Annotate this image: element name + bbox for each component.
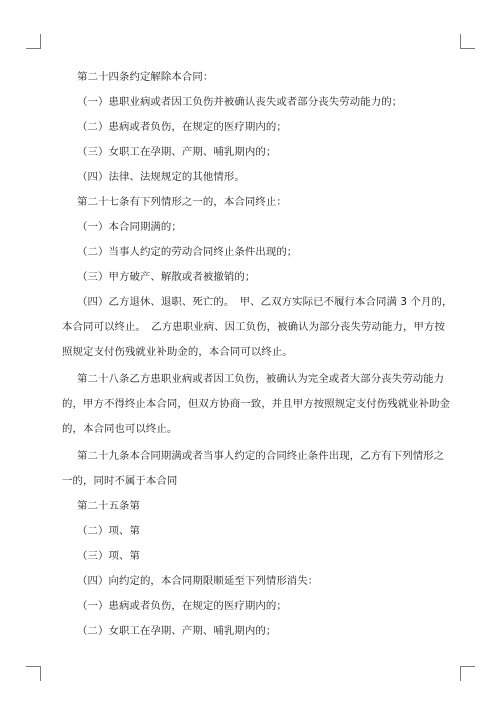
clause-25-reference: 第二十五条第 xyxy=(77,500,140,512)
clause-27-item-1: （一）本合同期满的； xyxy=(77,221,182,233)
clause-24-item-2: （二）患病或者负伤，在规定的医疗期内的； xyxy=(77,121,287,133)
clause-29-line-2: 一的，同时不属于本合同 xyxy=(62,475,178,487)
clause-25-item-2-ref: （二）项、第 xyxy=(77,525,140,537)
clause-27-item-4-line-3: 照规定支付伤残就业补助金的，本合同可以终止。 xyxy=(62,346,293,358)
clause-27-item-4-line-1: （四）乙方退休、退职、死亡的。 甲、乙双方实际已不履行本合同满 3 个月的， xyxy=(77,296,453,308)
clause-28-line-3: 的，本合同也可以终止。 xyxy=(62,423,178,435)
clause-27-item-2: （二）当事人约定的劳动合同终止条件出现的； xyxy=(77,246,298,258)
clause-27-item-3: （三）甲方破产、解散或者被撤销的； xyxy=(77,271,256,283)
clause-27-item-4-line-2: 本合同可以终止。 乙方患职业病、因工负伤，被确认为部分丧失劳动能力，甲方按 xyxy=(62,321,445,333)
clause-28-line-2: 的，甲方不得终止本合同，但双方协商一致，并且甲方按照规定支付伤残就业补助金 xyxy=(62,398,451,410)
clause-25-item-4-ref: （四）向约定的，本合同期限顺延至下列情形消失： xyxy=(77,575,319,587)
clause-29-line-1: 第二十九条本合同期满或者当事人约定的合同终止条件出现，乙方有下列情形之 xyxy=(77,450,445,462)
clause-28-line-1: 第二十八条乙方患职业病或者因工负伤，被确认为完全或者大部分丧失劳动能力 xyxy=(77,373,445,385)
clause-24-item-3: （三）女职工在孕期、产期、哺乳期内的； xyxy=(77,146,277,158)
crop-mark-top-right xyxy=(460,34,475,49)
clause-24-item-1: （一）患职业病或者因工负伤并被确认丧失或者部分丧失劳动能力的； xyxy=(77,96,403,108)
extension-item-2: （二）女职工在孕期、产期、哺乳期内的； xyxy=(77,625,277,637)
crop-mark-bottom-right xyxy=(460,666,475,681)
clause-24-heading: 第二十四条约定解除本合同： xyxy=(77,71,214,83)
clause-27-heading: 第二十七条有下列情形之一的，本合同终止： xyxy=(77,196,287,208)
extension-item-1: （一）患病或者负伤，在规定的医疗期内的； xyxy=(77,600,287,612)
clause-24-item-4: （四）法律、法规规定的其他情形。 xyxy=(77,171,245,183)
crop-mark-top-left xyxy=(26,34,41,49)
crop-mark-bottom-left xyxy=(26,666,41,681)
clause-25-item-3-ref: （三）项、第 xyxy=(77,550,140,562)
